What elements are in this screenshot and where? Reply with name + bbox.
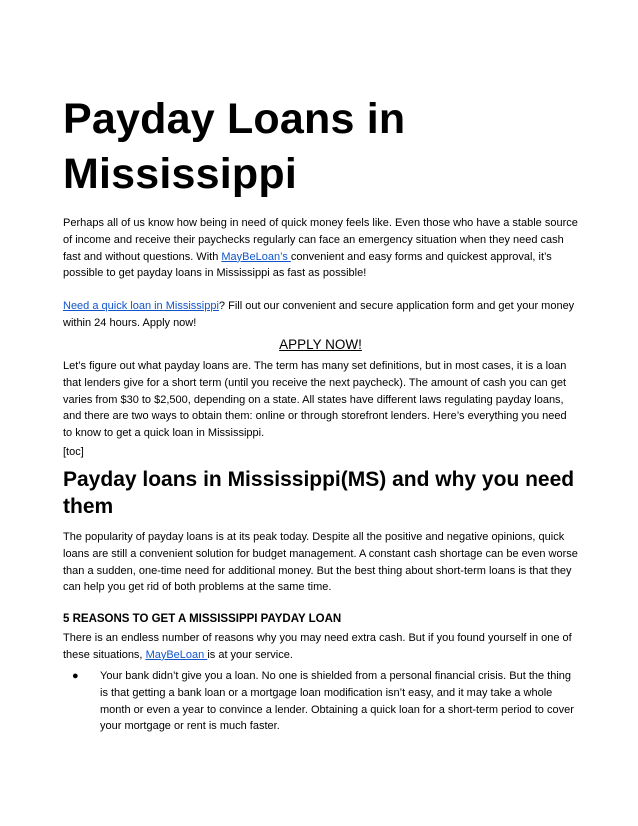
bullet-icon: ● — [72, 670, 79, 682]
maybeloan-link-2[interactable]: MayBeLoan — [145, 648, 208, 661]
explain-paragraph: Let’s figure out what payday loans are. The term has many set definitions, but in most cases, it is a loan that lenders give for a short term (until you receive the next paycheck). The amount of cash you can get varies from $30 to $2,500, depending on a state. All states have different laws regulating payday loans, and there are two ways to obtain them: online or through storefront lenders. Here’s everything you need to know to get a quick loan in Mississippi. — [63, 360, 567, 440]
intro-text-end: convenient and easy forms and quickest approval, it’s possible to get payday loans in Mississippi as fast as possible! — [63, 250, 552, 280]
list-item — [63, 668, 578, 735]
reasons-list — [63, 668, 578, 735]
reasons-heading: 5 REASONS TO GET A MISSISSIPPI PAYDAY LOAN — [63, 613, 342, 625]
reasons-intro-paragraph — [63, 630, 578, 664]
reasons-intro-text-end: is at your service. — [207, 648, 293, 661]
apply-now-link[interactable]: APPLY NOW! — [279, 337, 362, 352]
toc-placeholder: [toc] — [63, 446, 84, 458]
quick-loan-link[interactable]: Need a quick loan in Mississippi — [63, 300, 219, 312]
intro-text-start: Perhaps all of us know how being in need of quick money feels like. Even those who have a stable source of income and receive their paychecks regularly can face an emergency situation when they need cash fast and without questions. With — [63, 217, 578, 263]
list-item-text: Your bank didn’t give you a loan. No one is shielded from a personal financial crisis. But the thing is that getting a bank loan or a mortgage loan modification isn’t easy, and it may take a whole month or even a year to convince a lender. Obtaining a quick loan for a short-term period to cover your mortgage or rent is much faster. — [100, 670, 574, 733]
intro-paragraph — [63, 215, 578, 282]
section-heading: Payday loans in Mississippi(MS) and why you need them — [63, 468, 575, 518]
section-paragraph: The popularity of payday loans is at its peak today. Despite all the positive and negative opinions, quick loans are still a convenient solution for budget management. A constant cash shortage can be even worse than a sudden, one-time need for additional money. But the best thing about short-term loans is that they can help you get rid of both problems at the same time. — [63, 531, 578, 594]
cta-text: ? Fill out our convenient and secure application form and get your money within 24 hours. Apply now! — [63, 300, 575, 329]
maybeloan-link[interactable]: MayBeLoan’s — [221, 250, 291, 263]
reasons-intro-text-start: There is an endless number of reasons why you may need extra cash. But if you found yourself in one of these situations, — [63, 632, 572, 661]
cta-paragraph — [63, 298, 578, 332]
page-title: Payday Loans in Mississippi — [63, 95, 406, 198]
